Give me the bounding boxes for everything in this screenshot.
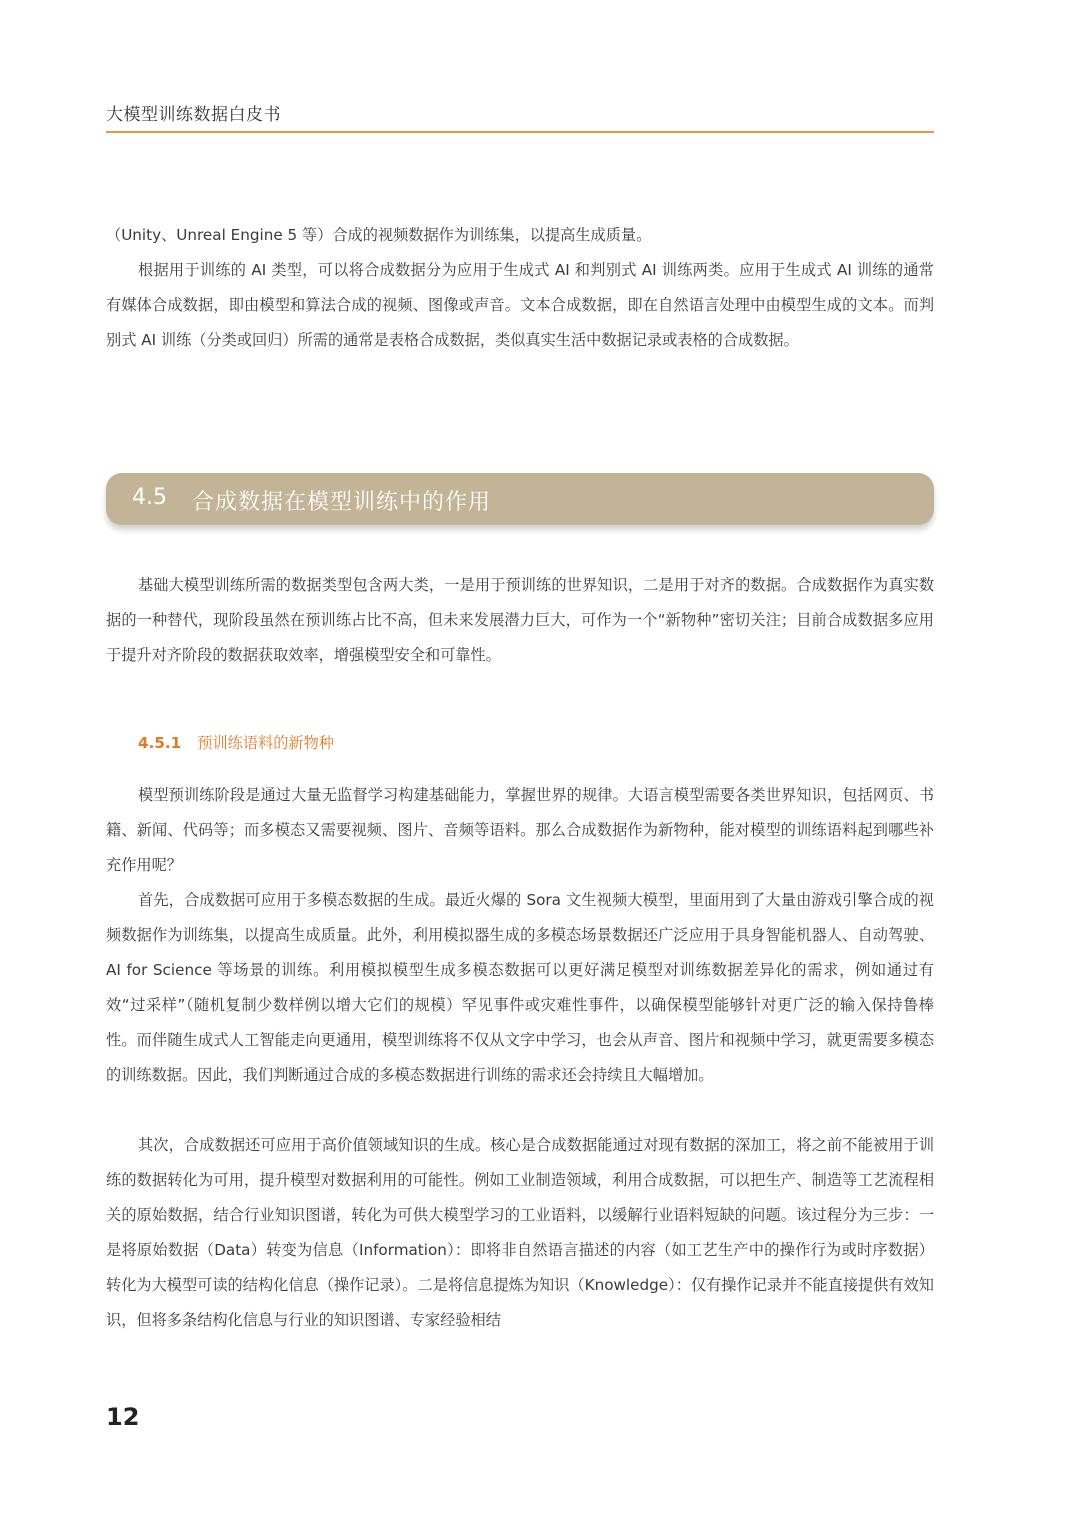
subsection-paragraph-1: 模型预训练阶段是通过大量无监督学习构建基础能力，掌握世界的规律。大语言模型需要各类世界知识，包括网页、书籍、新闻、代码等；而多模态又需要视频、图片、音频等语料。那么合成数据作为新物种，能对模型的训练语料起到哪些补充作用呢？: [106, 786, 934, 874]
subsection-number: 4.5.1: [138, 734, 182, 752]
header-divider: [106, 131, 934, 133]
subsection-heading: [138, 732, 334, 753]
section-paragraph: 基础大模型训练所需的数据类型包含两大类，一是用于预训练的世界知识，二是用于对齐的数据。合成数据作为真实数据的一种替代，现阶段虽然在预训练占比不高，但未来发展潜力巨大，可作为一个“新物种”密切关注；目前合成数据多应用于提升对齐阶段的数据获取效率，增强模型安全和可靠性。: [106, 576, 934, 664]
section-number: 4.5: [132, 485, 167, 510]
section-heading-bar: [106, 473, 934, 525]
intro-paragraph-2: 根据用于训练的 AI 类型，可以将合成数据分为应用于生成式 AI 和判别式 AI 训练两类。应用于生成式 AI 训练的通常有媒体合成数据，即由模型和算法合成的视频、图像或声音。文本合成数据，即在自然语言处理中由模型生成的文本。而判别式 AI 训练（分类或回归）所需的通常是表格合成数据，类似真实生活中数据记录或表格的合成数据。: [106, 261, 934, 349]
section-title: 合成数据在模型训练中的作用: [192, 490, 492, 515]
page-number: 12: [106, 1403, 140, 1431]
intro-paragraph-1: （Unity、Unreal Engine 5 等）合成的视频数据作为训练集，以提高生成质量。: [106, 226, 652, 244]
subsection-title: 预训练语料的新物种: [197, 734, 334, 752]
subsection-paragraph-3: 其次，合成数据还可应用于高价值领域知识的生成。核心是合成数据能通过对现有数据的深加工，将之前不能被用于训练的数据转化为可用，提升模型对数据利用的可能性。例如工业制造领域，利用合成数据，可以把生产、制造等工艺流程相关的原始数据，结合行业知识图谱，转化为可供大模型学习的工业语料，以缓解行业语料短缺的问题。该过程分为三步：一是将原始数据（Data）转变为信息（Information）：即将非自然语言描述的内容（如工艺生产中的操作行为或时序数据）转化为大模型可读的结构化信息（操作记录）。二是将信息提炼为知识（Knowledge）：仅有操作记录并不能直接提供有效知识，但将多条结构化信息与行业的知识图谱、专家经验相结: [106, 1136, 934, 1329]
subsection-paragraph-2: 首先，合成数据可应用于多模态数据的生成。最近火爆的 Sora 文生视频大模型，里面用到了大量由游戏引擎合成的视频数据作为训练集，以提高生成质量。此外，利用模拟器生成的多模态场景数据还广泛应用于具身智能机器人、自动驾驶、AI for Science 等场景的训练。利用模拟模型生成多模态数据可以更好满足模型对训练数据差异化的需求，例如通过有效“过采样”（随机复制少数样例以增大它们的规模）罕见事件或灾难性事件，以确保模型能够针对更广泛的输入保持鲁棒性。而伴随生成式人工智能走向更通用，模型训练将不仅从文字中学习，也会从声音、图片和视频中学习，就更需要多模态的训练数据。因此，我们判断通过合成的多模态数据进行训练的需求还会持续且大幅增加。: [106, 891, 934, 1084]
running-header: 大模型训练数据白皮书: [106, 105, 281, 125]
